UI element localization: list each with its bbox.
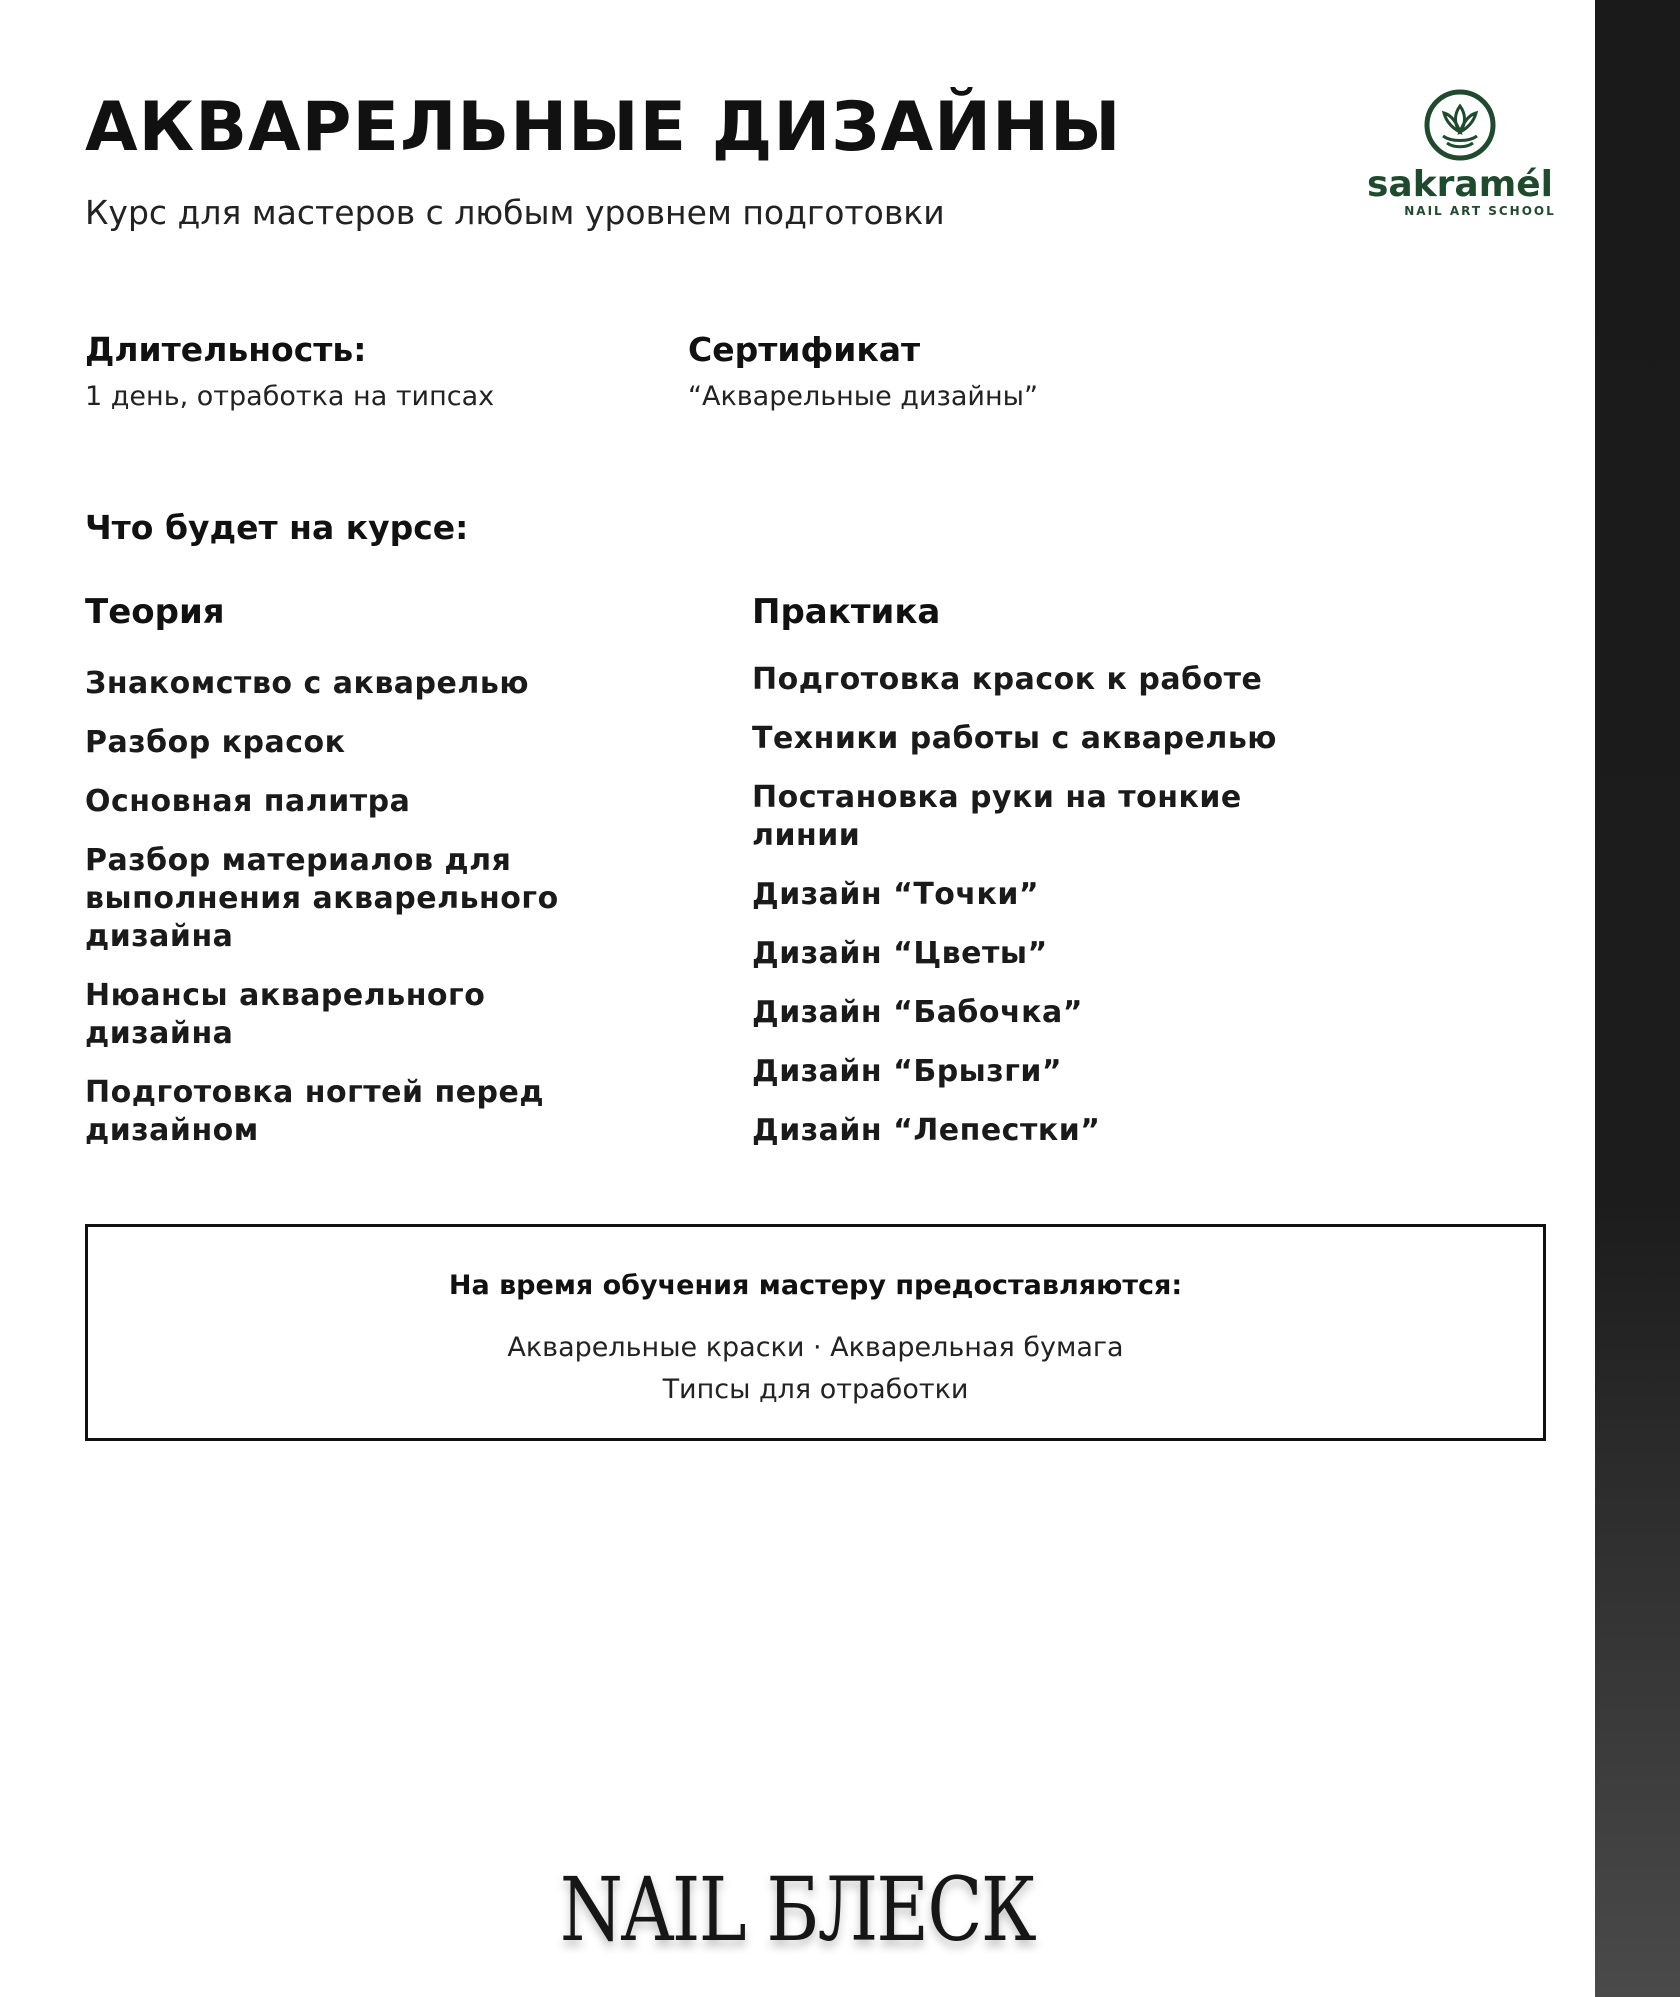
duration-value: 1 день, отработка на типсах xyxy=(85,381,495,412)
certificate-block xyxy=(688,330,1038,414)
provided-line: Акварельные краски · Акварельная бумага xyxy=(507,1332,1124,1363)
theory-heading: Теория xyxy=(85,592,225,632)
practice-heading: Практика xyxy=(752,592,941,632)
theory-column xyxy=(85,591,605,1150)
duration-label: Длительность: xyxy=(85,330,367,369)
list-item: Знакомство с акварелью xyxy=(85,666,529,701)
duration-block xyxy=(85,330,494,414)
list-item: Постановка руки на тонкие линии xyxy=(752,780,1242,853)
list-item: Дизайн “Цветы” xyxy=(752,936,1048,971)
list-item: Основная палитра xyxy=(85,784,411,819)
logo-tagline: NAIL ART SCHOOL xyxy=(1404,204,1556,218)
practice-column xyxy=(752,591,1312,1150)
list-item: Дизайн “Точки” xyxy=(752,877,1040,912)
page-subtitle: Курс для мастеров с любым уровнем подготовки xyxy=(85,193,945,232)
provided-materials-box xyxy=(85,1224,1546,1441)
list-item: Техники работы с акварелью xyxy=(752,721,1277,756)
course-heading: Что будет на курсе: xyxy=(85,508,469,547)
page-title: АКВАРЕЛЬНЫЕ ДИЗАЙНЫ xyxy=(85,88,1122,167)
list-item: Нюансы акварельного дизайна xyxy=(85,978,486,1051)
provided-line: Типсы для отработки xyxy=(662,1374,969,1405)
list-item: Дизайн “Бабочка” xyxy=(752,995,1083,1030)
provided-title: На время обучения мастеру предоставляются: xyxy=(448,1270,1183,1301)
dark-side-strip xyxy=(1595,0,1680,1997)
footer-brand: NAIL БЛЕСК xyxy=(559,1858,1036,1961)
list-item: Подготовка ногтей перед дизайном xyxy=(85,1075,545,1148)
logo-wordmark: sakramél xyxy=(1367,164,1553,205)
practice-list xyxy=(752,661,1312,1150)
list-item: Подготовка красок к работе xyxy=(752,662,1263,697)
list-item: Разбор материалов для выполнения акварельного дизайна xyxy=(85,843,559,954)
theory-list xyxy=(85,665,605,1150)
list-item: Дизайн “Брызги” xyxy=(752,1054,1063,1089)
certificate-value: “Акварельные дизайны” xyxy=(688,381,1038,412)
certificate-label: Сертификат xyxy=(688,330,921,369)
list-item: Дизайн “Лепестки” xyxy=(752,1113,1101,1148)
school-logo xyxy=(1355,88,1565,218)
lotus-emblem-icon xyxy=(1423,88,1497,162)
list-item: Разбор красок xyxy=(85,725,346,760)
